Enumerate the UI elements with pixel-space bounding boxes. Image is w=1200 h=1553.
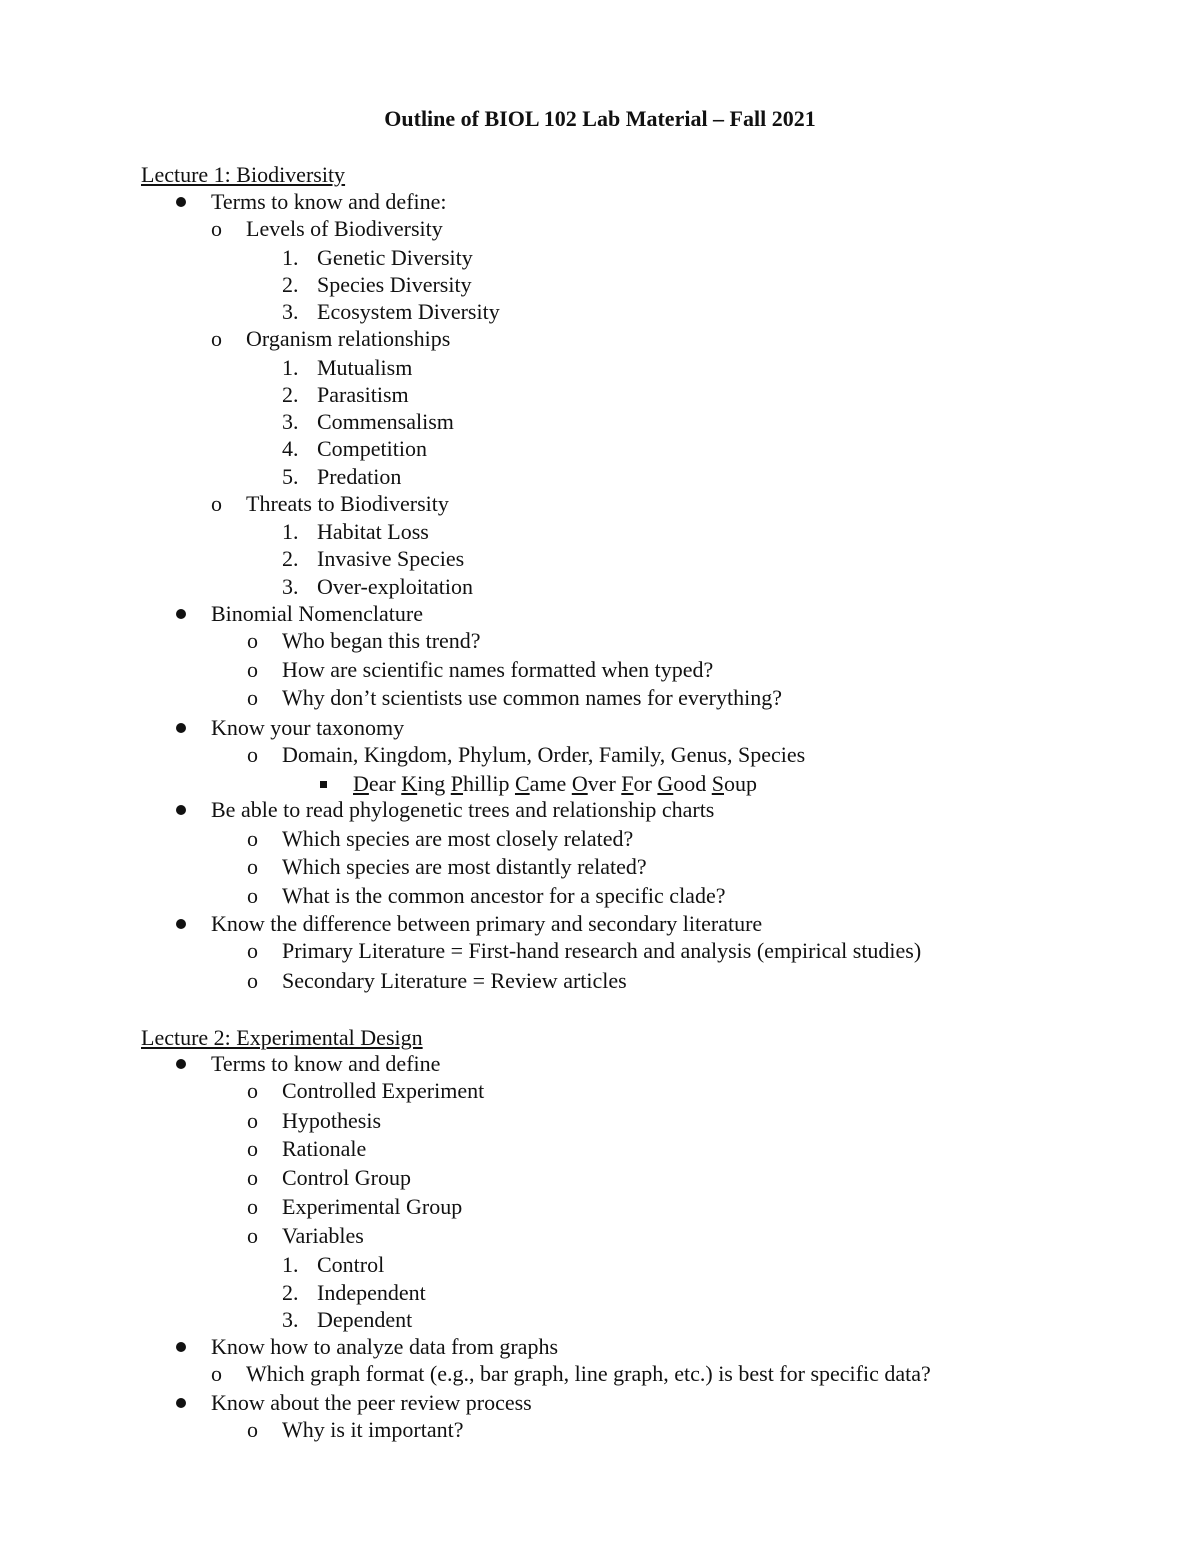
circle-bullet-icon: o bbox=[247, 1417, 258, 1442]
square-bullet-icon bbox=[320, 781, 327, 788]
bullet-icon bbox=[176, 919, 186, 929]
circle-bullet-icon: o bbox=[247, 938, 258, 963]
list-number: 3. bbox=[282, 574, 299, 599]
list-number: 1. bbox=[282, 1252, 299, 1277]
list-number: 4. bbox=[282, 436, 299, 461]
circle-bullet-icon: o bbox=[247, 685, 258, 710]
circle-bullet-icon: o bbox=[247, 1078, 258, 1103]
bullet-icon bbox=[176, 1342, 186, 1352]
circle-bullet-icon: o bbox=[247, 1194, 258, 1219]
list-number: 3. bbox=[282, 409, 299, 434]
lecture-2-heading: Lecture 2: Experimental Design bbox=[141, 1025, 423, 1050]
circle-bullet-icon: o bbox=[247, 1165, 258, 1190]
circle-bullet-icon: o bbox=[247, 883, 258, 908]
bullet-icon bbox=[176, 1059, 186, 1069]
bullet-icon bbox=[176, 1398, 186, 1408]
circle-bullet-icon: o bbox=[247, 628, 258, 653]
lecture-1-heading: Lecture 1: Biodiversity bbox=[141, 162, 346, 187]
page-title: Outline of BIOL 102 Lab Material – Fall 2021 bbox=[384, 106, 816, 131]
circle-bullet-icon: o bbox=[211, 491, 222, 516]
bullet-icon bbox=[176, 723, 186, 733]
circle-bullet-icon: o bbox=[247, 742, 258, 767]
circle-bullet-icon: o bbox=[211, 216, 222, 241]
list-number: 1. bbox=[282, 355, 299, 380]
list-number: 3. bbox=[282, 299, 299, 324]
list-number: 2. bbox=[282, 272, 299, 297]
list-number: 2. bbox=[282, 1280, 299, 1305]
mnemonic: Dear King Phillip Came Over For Good Soup bbox=[353, 771, 758, 796]
circle-bullet-icon: o bbox=[211, 326, 222, 351]
list-number: 2. bbox=[282, 382, 299, 407]
bullet-icon bbox=[176, 805, 186, 815]
circle-bullet-icon: o bbox=[247, 657, 258, 682]
circle-bullet-icon: o bbox=[211, 1361, 222, 1386]
list-number: 5. bbox=[282, 464, 299, 489]
list-number: 2. bbox=[282, 546, 299, 571]
circle-bullet-icon: o bbox=[247, 1223, 258, 1248]
circle-bullet-icon: o bbox=[247, 1136, 258, 1161]
circle-bullet-icon: o bbox=[247, 854, 258, 879]
circle-bullet-icon: o bbox=[247, 968, 258, 993]
bullet-icon bbox=[176, 197, 186, 207]
circle-bullet-icon: o bbox=[247, 826, 258, 851]
list-number: 1. bbox=[282, 519, 299, 544]
list-number: 1. bbox=[282, 245, 299, 270]
circle-bullet-icon: o bbox=[247, 1108, 258, 1133]
bullet-icon bbox=[176, 609, 186, 619]
list-number: 3. bbox=[282, 1307, 299, 1332]
